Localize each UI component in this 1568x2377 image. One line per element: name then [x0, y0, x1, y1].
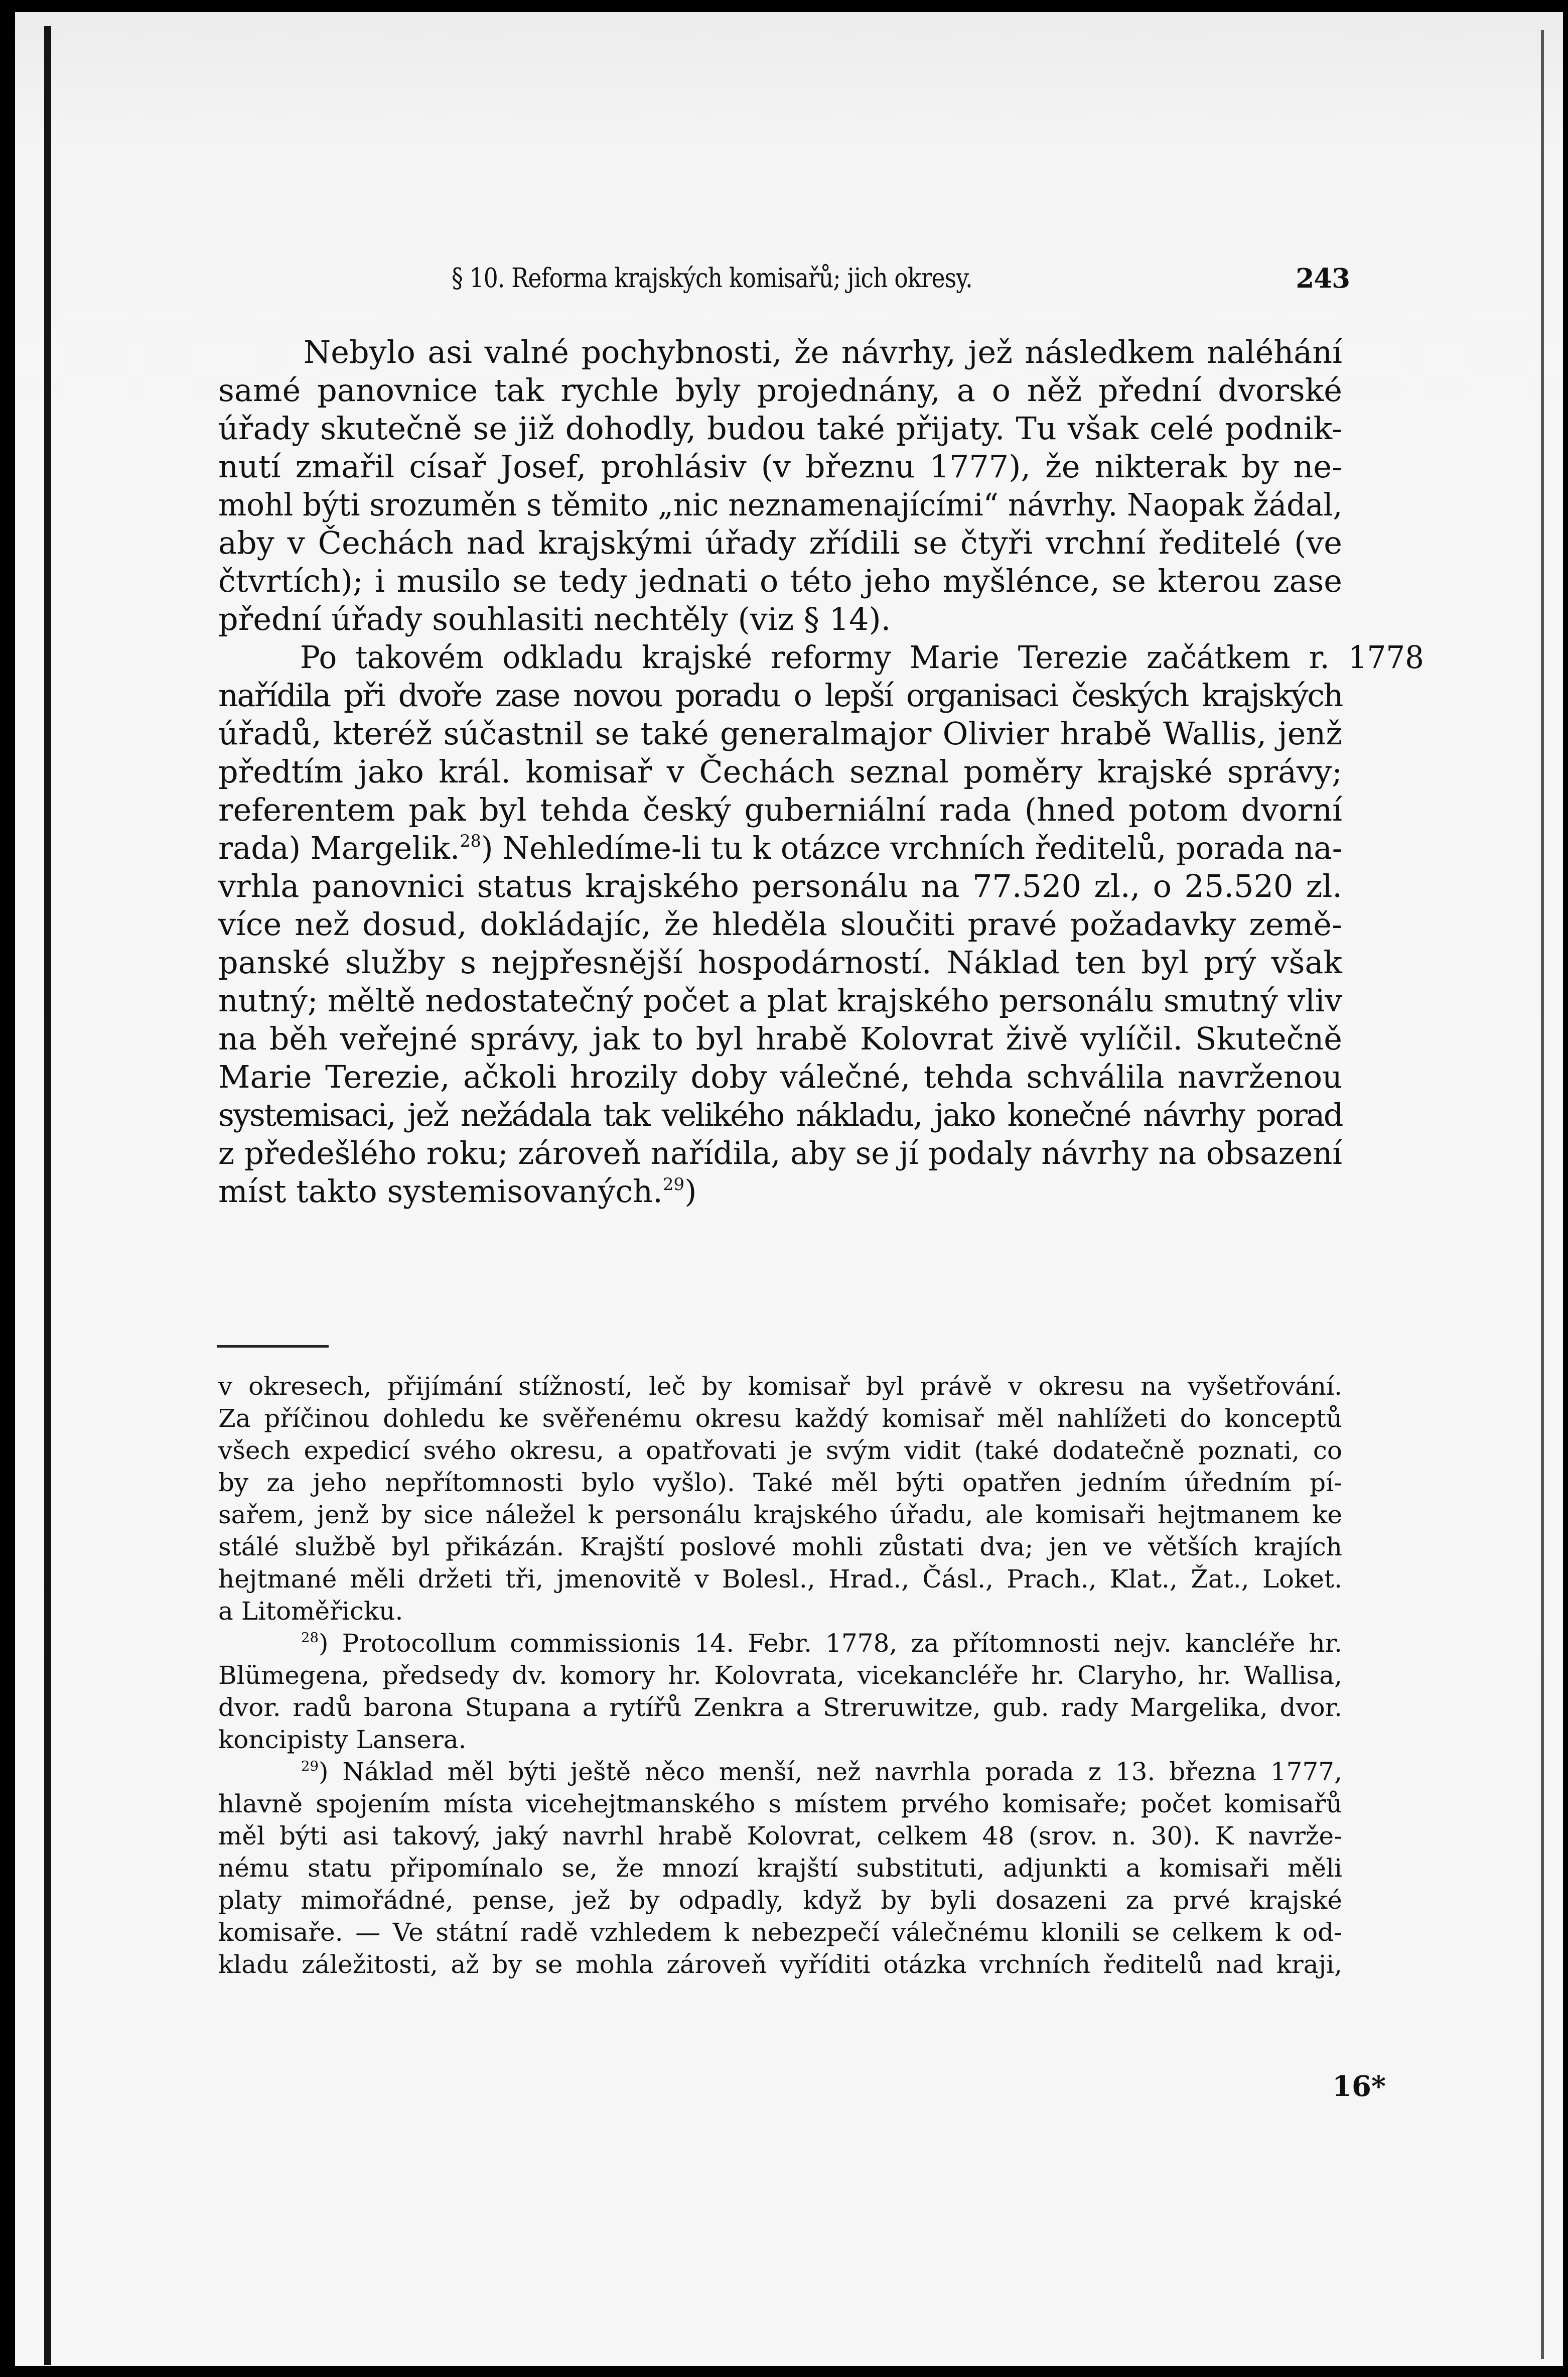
page-right-edge	[1541, 30, 1544, 2359]
paragraph-1	[218, 333, 1342, 638]
book-page	[15, 12, 1563, 2366]
text-fragment: )	[684, 1173, 697, 1210]
footnote-line	[218, 1627, 1342, 1659]
footnote-line: stálé službě byl přikázán. Krajští poslové mohli zůstati dva; jen ve větších krajích	[218, 1532, 1342, 1561]
footnote-line: Za příčinou dohledu ke svěřenému okresu každý komisař měl nahlížeti do konceptů	[218, 1404, 1342, 1433]
text-line: úřadů, kteréž súčastnil se také generalmajor Olivier hrabě Wallis, jenž	[218, 715, 1342, 752]
text-line: přední úřady souhlasiti nechtěly (viz § 14).	[218, 601, 891, 637]
running-head-title: § 10. Reforma krajských komisařů; jich okresy.	[452, 263, 972, 294]
text-line-with-footnote-ref	[218, 1172, 1342, 1211]
footnote-line: měl býti asi takový, jaký navrhl hrabě Kolovrat, celkem 48 (srov. n. 30). K navrže-	[218, 1821, 1342, 1851]
footnote-line: nému statu připomínalo se, že mnozí krajští substituti, adjunkti a komisaři měli	[218, 1854, 1342, 1883]
footnote-line: všech expedicí svého okresu, a opatřovati je svým vidit (také dodatečně poznati, co	[218, 1436, 1342, 1465]
footnote-line: Blümegena, předsedy dv. komory hr. Kolovrata, vicekancléře hr. Claryho, hr. Wallisa,	[218, 1661, 1342, 1690]
text-line: referentem pak byl tehda český guberniální rada (hned potom dvorní	[218, 791, 1342, 828]
text-line: Nebylo asi valné pochybnosti, že návrhy, jež následkem naléhání	[304, 334, 1342, 370]
text-line: čtvrtích); i musilo se tedy jednati o této jeho myšlénce, se kterou zase	[218, 563, 1342, 599]
text-line: panské služby s nejpřesnější hospodárností. Náklad ten byl prý však	[218, 944, 1342, 981]
footnote-line: by za jeho nepřítomnosti bylo vyšlo). Také měl býti opatřen jedním úředním pí-	[218, 1468, 1342, 1497]
text-line: systemisaci, jež nežádala tak velikého nákladu, jako konečné návrhy porad	[218, 1097, 1342, 1133]
text-line: nutí zmařil císař Josef, prohlásiv (v březnu 1777), že nikterak by ne-	[218, 448, 1342, 485]
binding-gutter-line	[44, 26, 51, 2365]
footnote-separator-rule	[217, 1345, 329, 1348]
text-line: mohl býti srozuměn s těmito „nic neznamenajícími“ návrhy. Naopak žádal,	[218, 486, 1343, 523]
footnote-line: kladu záležitosti, až by se mohla zároveň vyříditi otázka vrchních ředitelů nad kraji,	[218, 1950, 1342, 1979]
footnote-marker-29: 29	[301, 1758, 319, 1774]
footnote-line: sařem, jenž by sice náležel k personálu krajského úřadu, ale komisaři hejtmanem ke	[218, 1500, 1342, 1529]
text-line: předtím jako král. komisař v Čechách seznal poměry krajské správy;	[218, 753, 1342, 790]
text-fragment: ) Náklad měl býti ještě něco menší, než navrhla porada z 13. března 1777,	[319, 1757, 1342, 1786]
text-line: Po takovém odkladu krajské reformy Marie Terezie začátkem r. 1778	[300, 639, 1424, 676]
footnotes	[218, 1370, 1342, 1980]
text-line: úřady skutečně se již dohodly, budou také přijaty. Tu však celé podnik-	[218, 410, 1342, 447]
footnote-line: koncipisty Lansera.	[218, 1725, 467, 1754]
footnote-line: hlavně spojením místa vicehejtmanského s místem prvého komisaře; počet komisařů	[218, 1789, 1342, 1818]
footnote-line	[218, 1756, 1342, 1788]
text-fragment: míst takto systemisovaných.	[218, 1173, 663, 1210]
paragraph-2	[218, 638, 1424, 1211]
printer-signature-mark: 16*	[1332, 2070, 1386, 2103]
text-line: aby v Čechách nad krajskými úřady zřídili se čtyři vrchní ředitelé (ve	[218, 524, 1342, 561]
running-head	[452, 263, 1350, 303]
text-fragment: rada) Margelik.	[218, 830, 460, 866]
footnote-ref-29[interactable]: 29	[662, 1174, 685, 1195]
footnote-line: komisaře. — Ve státní radě vzhledem k nebezpečí válečnému klonili se celkem k od-	[218, 1918, 1342, 1947]
footnote-ref-28[interactable]: 28	[460, 831, 481, 852]
footnote-marker-28: 28	[301, 1629, 319, 1646]
footnote-line: a Litoměřicku.	[218, 1597, 403, 1626]
text-line: samé panovnice tak rychle byly projednány, a o něž přední dvorské	[218, 372, 1342, 409]
text-line: nařídila při dvoře zase novou poradu o lepší organisaci českých krajských	[218, 677, 1342, 714]
text-line: z předešlého roku; zároveň nařídila, aby se jí podaly návrhy na obsazení	[218, 1135, 1342, 1171]
text-line: více než dosud, dokládajíc, že hleděla sloučiti pravé požadavky země-	[218, 906, 1342, 943]
footnote-line: dvor. radů barona Stupana a rytířů Zenkra a Streruwitze, gub. rady Margelika, dvor.	[218, 1693, 1342, 1722]
text-line: vrhla panovnici status krajského personálu na 77.520 zl., o 25.520 zl.	[218, 868, 1342, 904]
text-line: Marie Terezie, ačkoli hrozily doby válečné, tehda schválila navrženou	[218, 1059, 1342, 1095]
footnote-29	[218, 1756, 1342, 1980]
footnote-continuation	[218, 1370, 1342, 1627]
footnote-line: v okresech, přijímání stížností, leč by komisař byl právě v okresu na vyšetřování.	[218, 1372, 1342, 1401]
text-fragment: ) Protocollum commissionis 14. Febr. 1778, za přítomnosti nejv. kancléře hr.	[319, 1629, 1342, 1658]
text-fragment: ) Nehledíme-li tu k otázce vrchních ředitelů, porada na-	[481, 830, 1343, 866]
footnote-line: hejtmané měli držeti tři, jmenovitě v Bolesl., Hrad., Čásl., Prach., Klat., Žat., Loket.	[218, 1564, 1342, 1594]
page-number: 243	[1296, 263, 1350, 294]
footnote-28	[218, 1627, 1342, 1756]
text-line-with-footnote-ref	[218, 829, 1342, 867]
text-line: na běh veřejné správy, jak to byl hrabě Kolovrat živě vylíčil. Skutečně	[218, 1020, 1342, 1057]
footnote-line: platy mimořádné, pense, jež by odpadly, když by byli dosazeni za prvé krajské	[218, 1886, 1342, 1915]
main-text	[218, 333, 1424, 1211]
text-line: nutný; měltě nedostatečný počet a plat krajského personálu smutný vliv	[218, 982, 1342, 1019]
